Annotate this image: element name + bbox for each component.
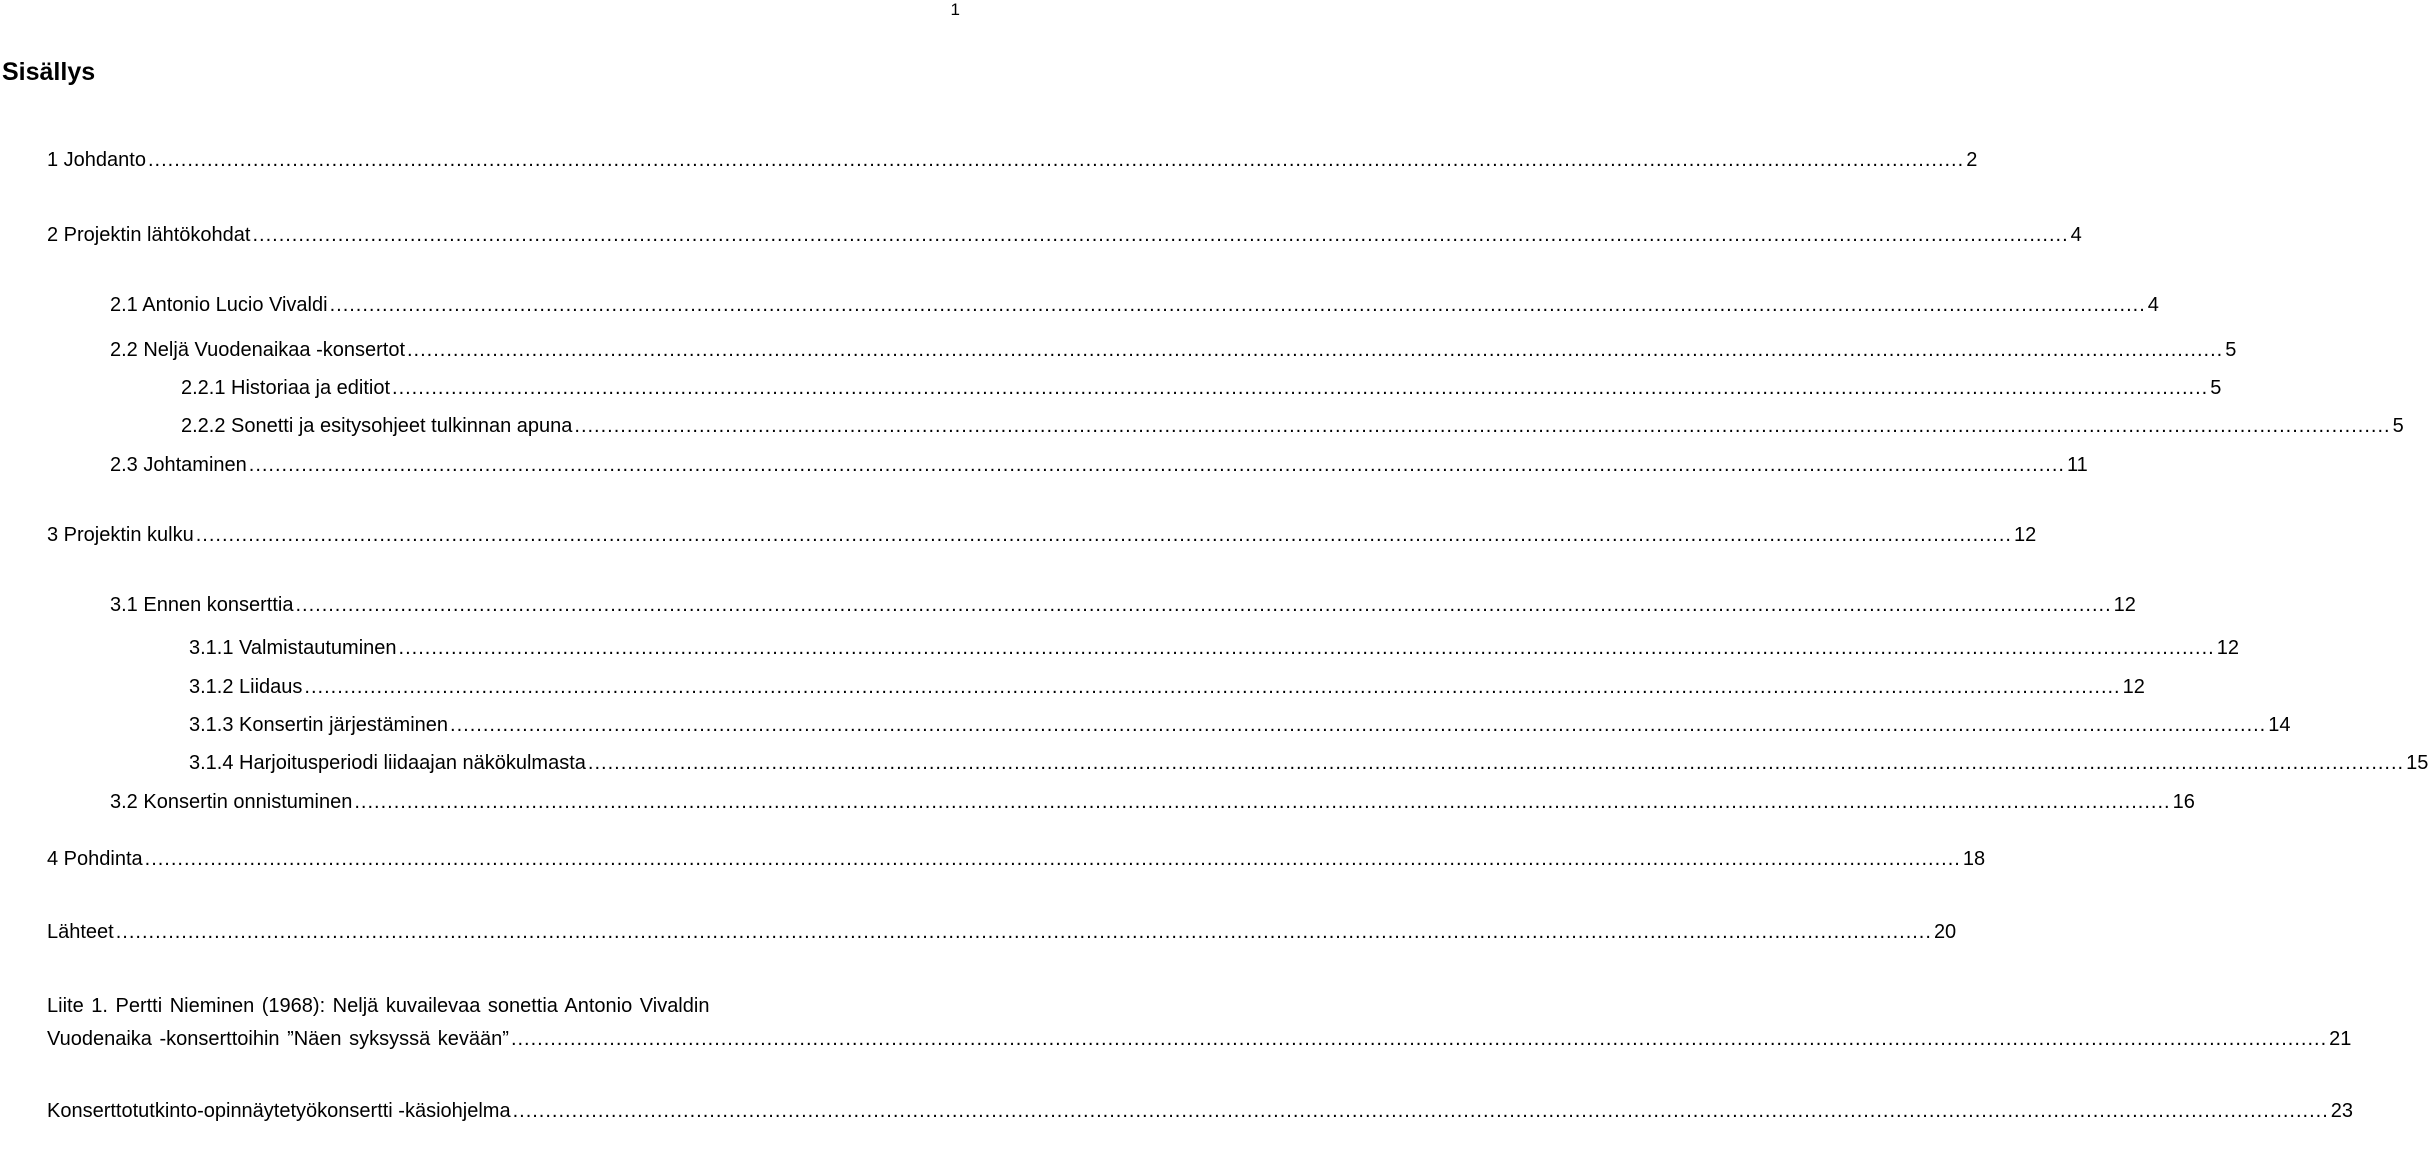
toc-entry-page: 2: [1966, 149, 1978, 171]
toc-entry-label: 3.1.3 Konsertin järjestäminen: [189, 714, 449, 736]
toc-entry-label: 2.2.1 Historiaa ja editiot: [181, 377, 391, 399]
toc-entry[interactable]: [0, 451, 2088, 479]
toc-entry-page: 20: [1933, 921, 1957, 943]
toc-title: Sisällys: [2, 58, 96, 86]
toc-entry[interactable]: [0, 845, 1986, 873]
toc-leader-dots: .....................................................................................................................................................................................................................................................................................: [574, 415, 2391, 437]
appendix-entry-first-line[interactable]: Liite 1. Pertti Nieminen (1968): Neljä kuvailevaa sonettia Antonio Vivaldin: [47, 995, 710, 1017]
toc-entry-label: 3 Projektin kulku: [47, 524, 194, 546]
toc-entry-page: 12: [2113, 594, 2136, 616]
toc-entry[interactable]: [0, 221, 2082, 249]
toc-entry-label: 3.2 Konsertin onnistuminen: [110, 791, 353, 813]
toc-entry-label: 2.2 Neljä Vuodenaikaa -konsertot: [110, 339, 405, 361]
toc-entry[interactable]: [0, 291, 2159, 319]
toc-entry-label: 1 Johdanto: [47, 149, 146, 171]
toc-entry-page: 16: [2172, 791, 2195, 813]
toc-leader-dots: .....................................................................................................................................................................................................................................................................................: [147, 149, 1965, 171]
toc-entry[interactable]: [0, 412, 2404, 440]
toc-entry[interactable]: [0, 336, 2237, 364]
toc-entry-label: 2 Projektin lähtökohdat: [47, 224, 251, 246]
toc-entry[interactable]: [0, 749, 2428, 777]
toc-entry-page: 15: [2406, 752, 2428, 774]
toc-entry-label: Vuodenaika -konserttoihin ”Näen syksyssä kevään”: [47, 1028, 509, 1050]
toc-leader-dots: .....................................................................................................................................................................................................................................................................................: [392, 377, 2209, 399]
toc-entry-label: 3.1.2 Liidaus: [189, 676, 303, 698]
toc-entry-page: 5: [2225, 339, 2237, 361]
toc-leader-dots: .....................................................................................................................................................................................................................................................................................: [587, 752, 2405, 774]
toc-entry-page: 12: [2013, 524, 2037, 546]
toc-leader-dots: .....................................................................................................................................................................................................................................................................................: [354, 791, 2171, 813]
toc-leader-dots: .....................................................................................................................................................................................................................................................................................: [252, 224, 2069, 246]
toc-entry[interactable]: [0, 711, 2291, 739]
toc-entry-label: Konserttotutkinto-opinnäytetyökonsertti -käsiohjelma: [47, 1100, 511, 1122]
toc-leader-dots: .....................................................................................................................................................................................................................................................................................: [510, 1028, 2328, 1050]
toc-leader-dots: .....................................................................................................................................................................................................................................................................................: [144, 848, 1961, 870]
toc-entry-page: 18: [1962, 848, 1986, 870]
toc-entry[interactable]: [0, 1025, 2352, 1053]
toc-entry[interactable]: [0, 146, 1978, 174]
toc-entry-label: 2.2.2 Sonetti ja esitysohjeet tulkinnan apuna: [181, 415, 573, 437]
toc-entry[interactable]: [0, 591, 2136, 619]
toc-entry-page: 23: [2330, 1100, 2354, 1122]
toc-entry-label: 2.3 Johtaminen: [110, 454, 247, 476]
toc-entry-label: 3.1.1 Valmistautuminen: [189, 637, 397, 659]
toc-entry-label: 2.1 Antonio Lucio Vivaldi: [110, 294, 328, 316]
toc-leader-dots: .....................................................................................................................................................................................................................................................................................: [248, 454, 2065, 476]
toc-entry[interactable]: [0, 521, 2037, 549]
toc-leader-dots: .....................................................................................................................................................................................................................................................................................: [115, 921, 1932, 943]
toc-entry[interactable]: [0, 634, 2239, 662]
toc-leader-dots: .....................................................................................................................................................................................................................................................................................: [407, 339, 2224, 361]
toc-entry[interactable]: [0, 918, 1957, 946]
toc-leader-dots: .....................................................................................................................................................................................................................................................................................: [195, 524, 2012, 546]
toc-entry-page: 14: [2268, 714, 2291, 736]
toc-leader-dots: .....................................................................................................................................................................................................................................................................................: [295, 594, 2112, 616]
toc-entry-page: 5: [2392, 415, 2404, 437]
toc-leader-dots: .....................................................................................................................................................................................................................................................................................: [398, 637, 2215, 659]
toc-entry[interactable]: [0, 1097, 2354, 1125]
toc-leader-dots: .....................................................................................................................................................................................................................................................................................: [450, 714, 2267, 736]
toc-entry-page: 4: [2147, 294, 2159, 316]
toc-entry-page: 21: [2329, 1028, 2352, 1050]
toc-leader-dots: .....................................................................................................................................................................................................................................................................................: [304, 676, 2121, 698]
toc-leader-dots: .....................................................................................................................................................................................................................................................................................: [512, 1100, 2329, 1122]
toc-entry-page: 12: [2216, 637, 2239, 659]
toc-leader-dots: .....................................................................................................................................................................................................................................................................................: [329, 294, 2146, 316]
toc-entry-page: 11: [2066, 454, 2088, 476]
toc-entry-page: 4: [2070, 224, 2082, 246]
toc-entry-label: Lähteet: [47, 921, 114, 943]
toc-entry-label: 4 Pohdinta: [47, 848, 143, 870]
toc-entry-label: 3.1 Ennen konserttia: [110, 594, 294, 616]
toc-entry-page: 5: [2210, 377, 2222, 399]
toc-entry[interactable]: [0, 788, 2195, 816]
toc-entry[interactable]: [0, 374, 2222, 402]
toc-entry[interactable]: [0, 673, 2145, 701]
toc-entry-page: 12: [2122, 676, 2145, 698]
page-number: 1: [950, 0, 960, 19]
toc-entry-label: 3.1.4 Harjoitusperiodi liidaajan näkökulmasta: [189, 752, 586, 774]
